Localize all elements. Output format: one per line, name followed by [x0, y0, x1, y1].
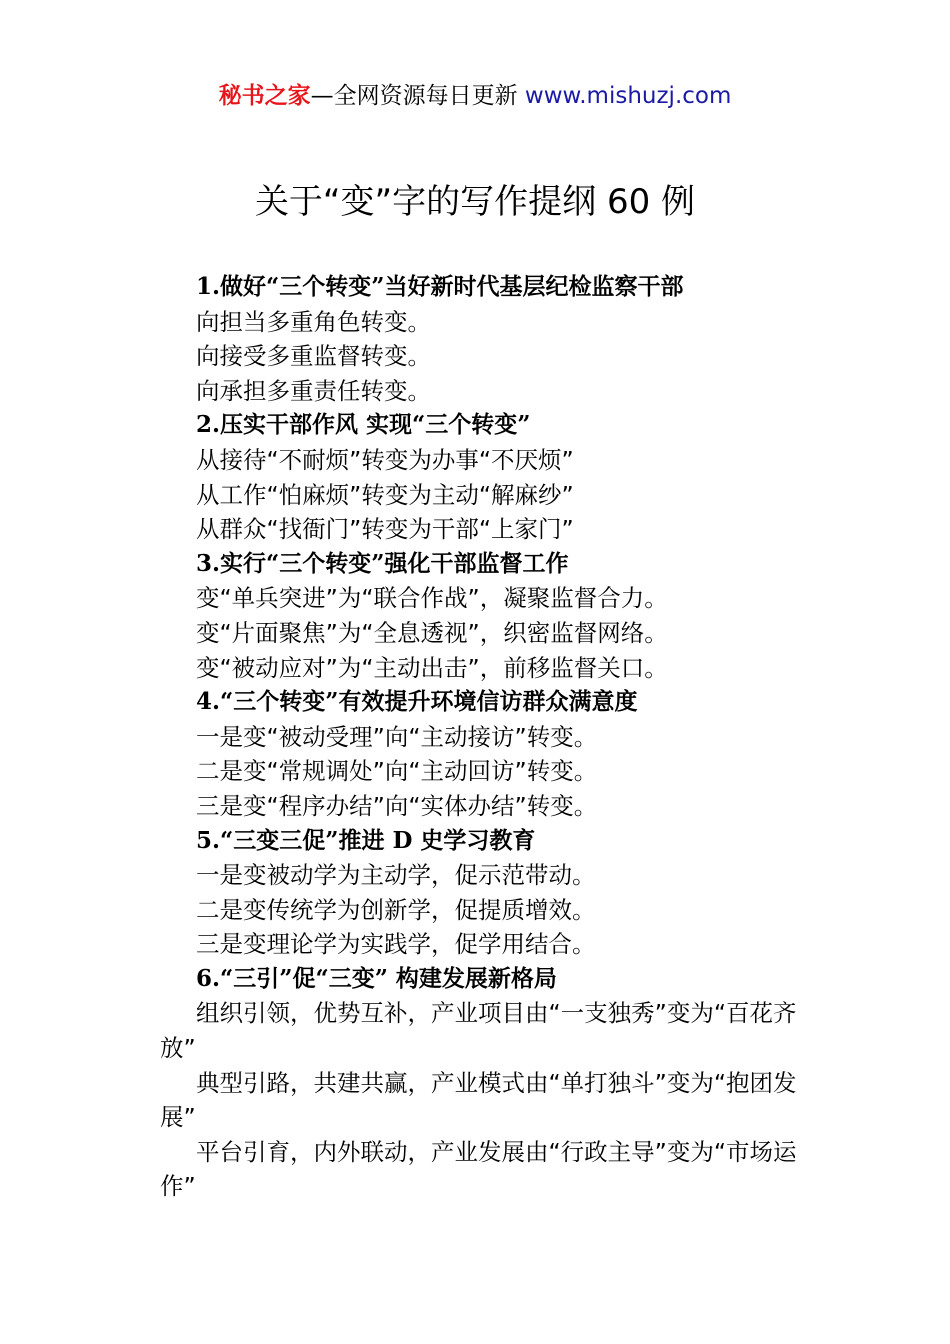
section-line: 从工作“怕麻烦”转变为主动“解麻纱”: [196, 480, 574, 509]
site-brand: 秘书之家: [218, 83, 311, 109]
section-paragraph: 组织引领，优势互补，产业项目由“一支独秀”变为“百花齐放”: [160, 999, 797, 1063]
section-line: 三是变“程序办结”向“实体办结”转变。: [196, 791, 598, 820]
site-tagline: —全网资源每日更新: [310, 83, 525, 109]
section-paragraph: 平台引育，内外联动，产业发展由“行政主导”变为“市场运作”: [160, 1137, 797, 1201]
section-heading: 5.“三变三促”推进 D 史学习教育: [196, 826, 536, 854]
section-heading: 4.“三个转变”有效提升环境信访群众满意度: [196, 688, 638, 716]
section-paragraph: 典型引路，共建共赢，产业模式由“单打独斗”变为“抱团发展”: [160, 1068, 797, 1132]
section-line: 二是变“常规调处”向“主动回访”转变。: [196, 757, 598, 786]
section-line: 二是变传统学为创新学，促提质增效。: [196, 895, 596, 924]
section-line: 变“片面聚焦”为“全息透视”，织密监督网络。: [196, 618, 668, 647]
document-title: 关于“变”字的写作提纲 60 例: [254, 182, 696, 222]
section-line: 从群众“找衙门”转变为干部“上家门”: [196, 515, 574, 544]
section-heading: 3.实行“三个转变”强化干部监督工作: [196, 549, 569, 577]
section-line: 一是变“被动受理”向“主动接访”转变。: [196, 722, 598, 751]
section-line: 从接待“不耐烦”转变为办事“不厌烦”: [196, 445, 574, 474]
document-body: [160, 270, 820, 1204]
section-heading: 2.压实干部作风 实现“三个转变”: [196, 411, 531, 439]
section-line: 变“被动应对”为“主动出击”，前移监督关口。: [196, 653, 668, 682]
section-heading: 1.做好“三个转变”当好新时代基层纪检监察干部: [196, 273, 684, 300]
section-line: 向接受多重监督转变。: [196, 342, 431, 371]
section-line: 三是变理论学为实践学，促学用结合。: [196, 930, 596, 959]
site-header: [0, 80, 950, 112]
site-url-link[interactable]: www.mishuzj.com: [524, 83, 732, 109]
section-line: 一是变被动学为主动学，促示范带动。: [196, 861, 596, 890]
section-line: 变“单兵突进”为“联合作战”，凝聚监督合力。: [196, 584, 668, 613]
section-line: 向担当多重角色转变。: [196, 307, 431, 336]
section-line: 向承担多重责任转变。: [196, 376, 431, 405]
section-heading: 6.“三引”促“三变” 构建发展新格局: [196, 964, 557, 992]
